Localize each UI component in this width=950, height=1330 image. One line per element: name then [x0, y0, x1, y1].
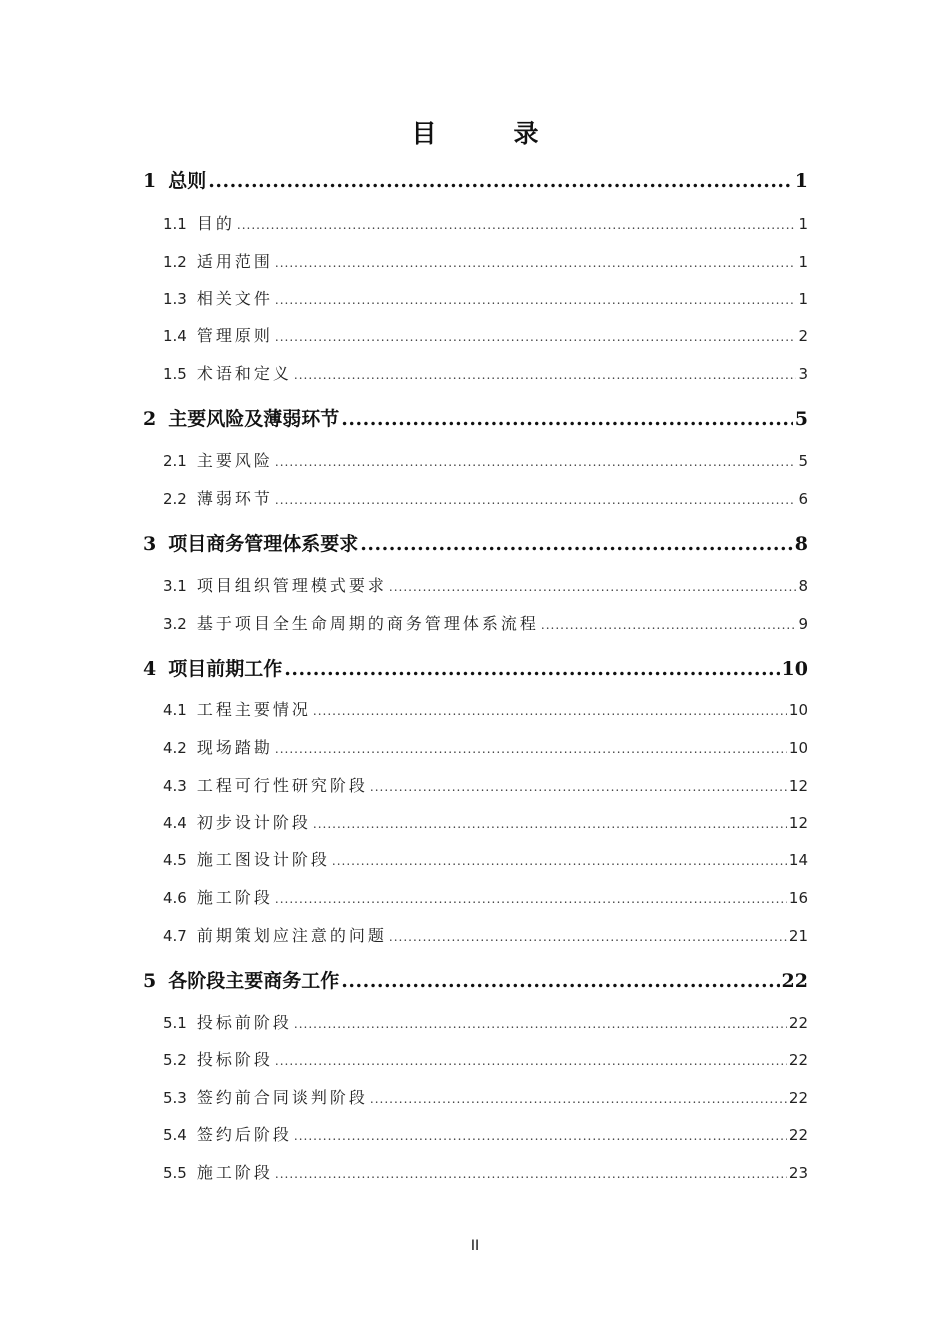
dot-leader: [313, 817, 787, 831]
dot-leader: [341, 970, 779, 992]
dot-leader: [294, 368, 797, 382]
toc-entry-title: 初步设计阶段: [196, 813, 311, 832]
toc-entry-number: 4.2: [163, 739, 187, 757]
toc-section-entry[interactable]: [163, 249, 808, 272]
toc-entry-page: 22: [788, 1089, 808, 1107]
toc-entry-page: 2: [798, 327, 808, 345]
toc-entry-page: 1: [794, 170, 808, 192]
toc-entry-number: 2.2: [163, 490, 187, 508]
toc-section-entry[interactable]: [163, 885, 808, 908]
toc-entry-title: 现场踏勘: [196, 738, 273, 757]
toc-chapter-entry[interactable]: [143, 654, 808, 681]
toc-entry-title: 主要风险及薄弱环节: [168, 408, 340, 430]
toc-section-entry[interactable]: [163, 1160, 808, 1183]
toc-entry-page: 22: [788, 1014, 808, 1032]
toc-entry-number: 1: [143, 170, 157, 192]
toc-entry-page: 16: [788, 889, 808, 907]
toc-entry-page: 21: [788, 927, 808, 945]
toc-entry-page: 5: [798, 452, 808, 470]
dot-leader: [370, 1092, 787, 1106]
toc-entry-page: 14: [788, 851, 808, 869]
dot-leader: [541, 618, 797, 632]
toc-entry-page: 1: [798, 290, 808, 308]
toc-section-entry[interactable]: [163, 1010, 808, 1033]
toc-entry-page: 12: [788, 777, 808, 795]
toc-entry-number: 5.5: [163, 1164, 187, 1182]
toc-entry-title: 施工图设计阶段: [196, 850, 330, 869]
dot-leader: [237, 218, 797, 232]
dot-leader: [275, 256, 797, 270]
toc-entry-title: 适用范围: [196, 252, 273, 271]
toc-section-entry[interactable]: [163, 923, 808, 946]
dot-leader: [370, 780, 787, 794]
dot-leader: [341, 408, 793, 430]
toc-entry-number: 3.2: [163, 615, 187, 633]
toc-entry-title: 项目商务管理体系要求: [168, 533, 359, 555]
toc-entry-number: 4: [143, 658, 157, 680]
toc-section-entry[interactable]: [163, 323, 808, 346]
toc-entry-title: 总则: [168, 170, 207, 192]
toc-entry-page: 6: [798, 490, 808, 508]
toc-entry-number: 5.2: [163, 1051, 187, 1069]
toc-entry-number: 5.4: [163, 1126, 187, 1144]
toc-section-entry[interactable]: [163, 697, 808, 720]
toc-entry-number: 4.7: [163, 927, 187, 945]
toc-entry-number: 5.1: [163, 1014, 187, 1032]
toc-section-entry[interactable]: [163, 211, 808, 234]
dot-leader: [313, 704, 787, 718]
toc-entry-number: 1.3: [163, 290, 187, 308]
toc-entry-number: 2.1: [163, 452, 187, 470]
toc-section-entry[interactable]: [163, 448, 808, 471]
toc-section-entry[interactable]: [163, 735, 808, 758]
toc-section-entry[interactable]: [163, 847, 808, 870]
toc-entry-title: 工程主要情况: [196, 700, 311, 719]
toc-entry-number: 3.1: [163, 577, 187, 595]
toc-entry-title: 项目组织管理模式要求: [196, 576, 387, 595]
toc-section-entry[interactable]: [163, 286, 808, 309]
page-number: II: [470, 1238, 480, 1254]
toc-entry-title: 目的: [196, 214, 235, 233]
toc-entry-title: 主要风险: [196, 451, 273, 470]
toc-entry-page: 10: [788, 739, 808, 757]
toc-entry-page: 12: [788, 814, 808, 832]
toc-entry-title: 投标前阶段: [196, 1013, 292, 1032]
dot-leader: [275, 1167, 787, 1181]
toc-entry-title: 基于项目全生命周期的商务管理体系流程: [196, 614, 539, 633]
dot-leader: [389, 580, 797, 594]
toc-section-entry[interactable]: [163, 1047, 808, 1070]
toc-entry-number: 1.1: [163, 215, 187, 233]
toc-entry-title: 前期策划应注意的问题: [196, 926, 387, 945]
toc-entry-number: 1.2: [163, 253, 187, 271]
toc-entry-title: 工程可行性研究阶段: [196, 776, 368, 795]
toc-section-entry[interactable]: [163, 1122, 808, 1145]
toc-chapter-entry[interactable]: [143, 404, 808, 431]
toc-entry-number: 5: [143, 970, 157, 992]
toc-entry-number: 4.5: [163, 851, 187, 869]
dot-leader: [294, 1017, 787, 1031]
toc-entry-title: 施工阶段: [196, 1163, 273, 1182]
toc-entry-title: 投标阶段: [196, 1050, 273, 1069]
toc-entry-page: 23: [788, 1164, 808, 1182]
dot-leader: [208, 170, 793, 192]
toc-chapter-entry[interactable]: [143, 966, 808, 993]
toc-entry-title: 管理原则: [196, 326, 273, 345]
dot-leader: [275, 892, 787, 906]
dot-leader: [389, 930, 787, 944]
toc-entry-page: 3: [798, 365, 808, 383]
toc-entry-page: 22: [781, 970, 808, 992]
toc-entry-number: 2: [143, 408, 157, 430]
toc-section-entry[interactable]: [163, 1085, 808, 1108]
toc-entry-page: 22: [788, 1126, 808, 1144]
toc-entry-number: 4.1: [163, 701, 187, 719]
dot-leader: [275, 493, 797, 507]
toc-entry-title: 各阶段主要商务工作: [168, 970, 340, 992]
toc-entry-number: 1.5: [163, 365, 187, 383]
page-title: 目 录: [411, 119, 565, 148]
dot-leader: [275, 1054, 787, 1068]
dot-leader: [275, 455, 797, 469]
toc-entry-title: 签约后阶段: [196, 1125, 292, 1144]
toc-entry-page: 10: [788, 701, 808, 719]
toc-entry-title: 项目前期工作: [168, 658, 283, 680]
toc-section-entry[interactable]: [163, 573, 808, 596]
dot-leader: [284, 658, 779, 680]
dot-leader: [275, 742, 787, 756]
toc-entry-number: 4.4: [163, 814, 187, 832]
toc-chapter-entry[interactable]: [143, 166, 808, 193]
dot-leader: [294, 1129, 787, 1143]
toc-entry-number: 3: [143, 533, 157, 555]
toc-entry-page: 10: [781, 658, 808, 680]
toc-entry-number: 1.4: [163, 327, 187, 345]
dot-leader: [275, 293, 797, 307]
toc-section-entry[interactable]: [163, 773, 808, 796]
toc-entry-page: 8: [794, 533, 808, 555]
toc-entry-page: 5: [794, 408, 808, 430]
toc-entry-page: 1: [798, 215, 808, 233]
toc-entry-title: 薄弱环节: [196, 489, 273, 508]
dot-leader: [332, 854, 787, 868]
toc-section-entry[interactable]: [163, 810, 808, 833]
toc-entry-page: 1: [798, 253, 808, 271]
toc-entry-page: 8: [798, 577, 808, 595]
toc-entry-page: 9: [798, 615, 808, 633]
toc-section-entry[interactable]: [163, 486, 808, 509]
toc-section-entry[interactable]: [163, 611, 808, 634]
dot-leader: [360, 533, 793, 555]
toc-chapter-entry[interactable]: [143, 529, 808, 556]
toc-entry-title: 签约前合同谈判阶段: [196, 1088, 368, 1107]
toc-entry-number: 4.6: [163, 889, 187, 907]
toc-entry-title: 术语和定义: [196, 364, 292, 383]
toc-entry-page: 22: [788, 1051, 808, 1069]
toc-entry-title: 施工阶段: [196, 888, 273, 907]
toc-section-entry[interactable]: [163, 361, 808, 384]
dot-leader: [275, 330, 797, 344]
toc-entry-title: 相关文件: [196, 289, 273, 308]
toc-entry-number: 4.3: [163, 777, 187, 795]
toc-entry-number: 5.3: [163, 1089, 187, 1107]
